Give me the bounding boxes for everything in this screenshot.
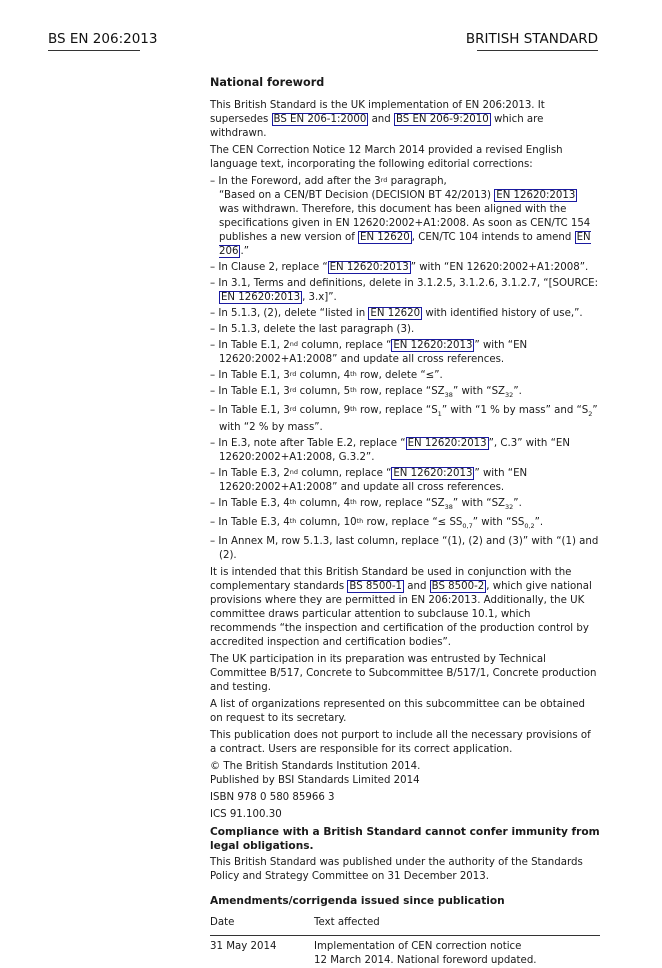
header-british-standard: BRITISH STANDARD — [465, 31, 598, 47]
intro-paragraph: This British Standard is the UK implementation of EN 206:2013. It supersedes BS EN 206-1:2000 and BS EN 206-9:2010 which are withdrawn. — [210, 100, 545, 139]
list-item: – In Table E.1, 2nd column, replace “ EN 12620:2013 ” with “EN 12620:2002+A1:2008” and update all cross references. — [210, 340, 528, 365]
isbn-line: ISBN 978 0 580 85966 3 — [210, 792, 335, 804]
table-row — [210, 936, 600, 968]
ics-line: ICS 91.100.30 — [210, 809, 282, 821]
participation-paragraph: The UK participation in its preparation was entrusted by Technical Committee B/517, Concrete to Subcommittee B/517/1, Concrete production and testing. — [210, 654, 597, 694]
amendments-table — [210, 916, 600, 968]
link-bs-en-206-1[interactable]: BS EN 206-1:2000 — [273, 114, 367, 125]
amendments-header-row — [210, 916, 600, 936]
list-item: – In Table E.3, 2nd column, replace “ EN 12620:2013 ” with “EN 12620:2002+A1:2008” and update all cross references. — [210, 468, 528, 494]
list-item: – In Table E.1, 3rd column, 9th row, replace “$S_1$” with “1 % by mass” and “$S_2$” with “2 % by mass”. — [210, 405, 598, 434]
list-item: – In Table E.3, 4th column, 10th row, replace “≤ $SS_{0,7}$” with “$SS_{0,2}$”. — [210, 517, 544, 531]
amendment-date: 31 May 2014 — [210, 941, 277, 953]
link-bs-8500-2[interactable]: BS 8500-2 — [431, 581, 485, 593]
link-en-206[interactable]: EN 206 — [219, 232, 591, 257]
list-item: – In the Foreword, add after the 3rd paragraph, “Based on a CEN/BT Decision (DECISION BT 42/2013) EN 12620:2013 was withdrawn. Therefore, this document has been aligned with the specifications given in EN 12620:2002+A1:2008. As soon as CEN/TC 154 publishes a new version of EN 12620 , CEN/TC 104 intends to amend EN 206 .” — [210, 176, 591, 257]
compliance-statement: Compliance with a British Standard cannot confer immunity from legal obligations. — [210, 826, 600, 853]
amendment-text: Implementation of CEN correction notice 12 March 2014. National foreword updated. — [314, 941, 537, 967]
link-en-12620-2013[interactable]: EN 12620:2013 — [221, 292, 301, 303]
header-left-underline — [48, 50, 140, 51]
national-foreword — [210, 76, 600, 968]
link-en-12620-2013[interactable]: EN 12620:2013 — [496, 190, 576, 201]
list-item: – In 5.1.3, delete the last paragraph (3). — [210, 324, 415, 335]
list-item: – In Annex M, row 5.1.3, last column, replace “(1), (2) and (3)” with “(1) and (2). — [210, 536, 599, 562]
cen-notice-paragraph: The CEN Correction Notice 12 March 2014 provided a revised English language text, incorporating the following editorial corrections: — [210, 145, 563, 170]
link-en-12620-2013[interactable]: EN 12620:2013 — [329, 262, 409, 273]
link-en-12620[interactable]: EN 12620 — [360, 232, 410, 243]
copyright-line: © The British Standards Institution 2014. — [210, 761, 421, 773]
amendments-title: Amendments/corrigenda issued since publication — [210, 895, 505, 908]
link-bs-8500-1[interactable]: BS 8500-1 — [349, 581, 403, 593]
corrections-list — [210, 175, 600, 563]
column-header-date: Date — [210, 917, 235, 929]
intended-use-paragraph: It is intended that this British Standard be used in conjunction with the complementary standards BS 8500-1 and BS 8500-2 , which give national provisions where they are permitted in EN 206:2013. Additionally, the UK committee draws particular attention to subclause 10.1, which recommends “the inspection and certification of the production control by accredited inspection and certification bodies”. — [210, 567, 592, 649]
list-item: – In 3.1, Terms and definitions, delete in 3.1.2.5, 3.1.2.6, 3.1.2.7, “[SOURCE: EN 12620:2013 , 3.x]”. — [210, 278, 599, 303]
list-item: – In 5.1.3, (2), delete “listed in EN 12620 with identified history of use,”. — [210, 308, 583, 319]
list-item: – In Table E.1, 3rd column, 5th row, replace “$SZ_{38}$” with “$SZ_{32}$”. — [210, 386, 522, 400]
column-header-text-affected: Text affected — [314, 917, 380, 929]
link-en-12620-2013[interactable]: EN 12620:2013 — [393, 468, 473, 480]
list-item: – In Clause 2, replace “ EN 12620:2013 ” with “EN 12620:2002+A1:2008”. — [210, 262, 589, 273]
list-item: – In Table E.3, 4th column, 4th row, replace “$SZ_{38}$” with “$SZ_{32}$”. — [210, 498, 522, 512]
authority-paragraph: This British Standard was published under the authority of the Standards Policy and Strategy Committee on 31 December 2013. — [210, 857, 583, 883]
published-line: Published by BSI Standards Limited 2014 — [210, 775, 420, 787]
link-en-12620-2013[interactable]: EN 12620:2013 — [393, 340, 473, 351]
foreword-title: National foreword — [210, 76, 325, 89]
header-right-underline — [477, 50, 598, 51]
list-item: – In Table E.1, 3rd column, 4th row, delete “≤”. — [210, 370, 443, 381]
organizations-paragraph: A list of organizations represented on this subcommittee can be obtained on request to its secretary. — [210, 699, 586, 725]
link-bs-en-206-9[interactable]: BS EN 206-9:2010 — [395, 114, 489, 125]
header-standard-number: BS EN 206:2013 — [48, 31, 158, 47]
link-en-12620[interactable]: EN 12620 — [370, 308, 421, 319]
link-en-12620-2013[interactable]: EN 12620:2013 — [407, 438, 487, 450]
provisions-paragraph: This publication does not purport to include all the necessary provisions of a contract. Users are responsible for its correct application. — [210, 730, 591, 756]
list-item: – In E.3, note after Table E.2, replace “ EN 12620:2013 ”, C.3” with “EN 12620:2002+A1:2008, G.3.2”. — [210, 438, 570, 464]
